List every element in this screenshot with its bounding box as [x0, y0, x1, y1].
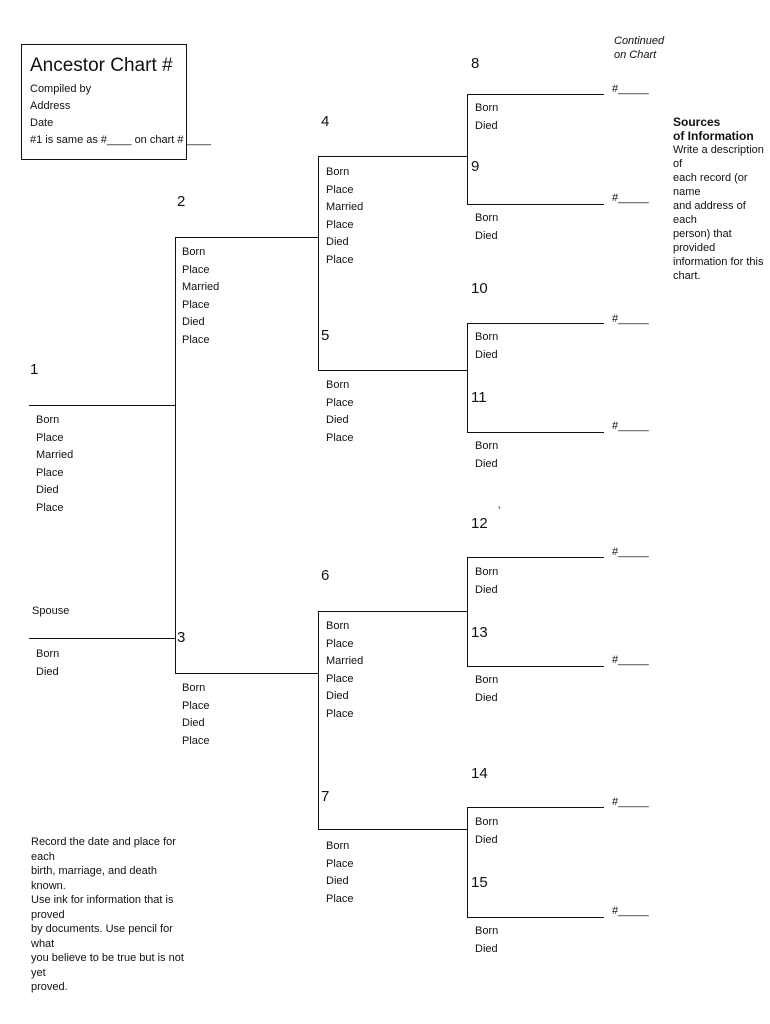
note-line: you believe to be true but is not yet: [31, 952, 184, 979]
field-place: Place: [182, 333, 210, 346]
person-number-13: 13: [471, 624, 488, 641]
connector-14-15: [467, 807, 468, 917]
line-person-5[interactable]: [318, 370, 468, 371]
fields-person-6: [326, 618, 363, 723]
field-place: Place: [326, 892, 354, 905]
note-line: Record the date and place for each: [31, 836, 176, 863]
field-died: Died: [475, 942, 498, 955]
field-died: Died: [475, 229, 498, 242]
field-born: Born: [475, 674, 499, 686]
fields-person-15: [475, 923, 498, 958]
spouse-label: Spouse: [32, 605, 70, 617]
field-place: Place: [36, 501, 64, 514]
field-married: Married: [182, 281, 220, 293]
continuation-mark-9[interactable]: #_____: [612, 192, 649, 204]
person-number-10: 10: [471, 280, 488, 297]
field-place: Place: [182, 298, 210, 311]
field-place: Place: [182, 699, 210, 712]
fields-person-13: [475, 672, 498, 707]
note-line: Use ink for information that is proved: [31, 894, 174, 921]
fields-person-5: [326, 377, 354, 447]
note-line: proved.: [31, 981, 68, 993]
fields-person-3: [182, 680, 210, 750]
connector-6-7: [318, 611, 319, 830]
connector-12-13: [467, 557, 468, 666]
line-person-11[interactable]: [467, 432, 604, 433]
field-place: Place: [326, 857, 354, 870]
field-place: Place: [326, 218, 354, 231]
field-place: Place: [182, 734, 210, 747]
fields-person-10: [475, 329, 498, 364]
continuation-mark-11[interactable]: #_____: [612, 420, 649, 432]
sources-line: chart.: [673, 270, 701, 282]
sources-heading-2: of Information: [673, 129, 754, 143]
field-born: Born: [326, 379, 350, 391]
continuation-mark-8[interactable]: #_____: [612, 83, 649, 95]
connector-8-9: [467, 94, 468, 204]
field-born: Born: [475, 102, 499, 114]
stray-mark: ’: [498, 505, 501, 517]
field-born: Born: [182, 682, 206, 694]
field-born: Born: [36, 414, 60, 426]
fields-person-12: [475, 564, 498, 599]
field-died: Died: [475, 691, 498, 704]
field-died: Died: [475, 833, 498, 846]
chart-title-box: [21, 44, 212, 160]
field-died: Died: [475, 583, 498, 596]
line-person-3[interactable]: [175, 673, 319, 674]
field-died: Died: [326, 414, 349, 426]
connector-4-5: [318, 156, 319, 371]
line-person-6[interactable]: [318, 611, 468, 612]
field-married: Married: [36, 449, 74, 461]
person-number-1: 1: [30, 361, 39, 378]
field-place: Place: [326, 431, 354, 444]
person-number-3: 3: [177, 629, 186, 646]
person-number-11: 11: [471, 389, 487, 406]
line-person-4[interactable]: [318, 156, 468, 157]
line-person-2[interactable]: [175, 237, 319, 238]
line-person-15[interactable]: [467, 917, 604, 918]
field-place: Place: [326, 183, 354, 196]
field-born: Born: [326, 840, 350, 852]
sources-of-information: [673, 115, 765, 283]
field-born: Born: [475, 331, 499, 343]
field-died: Died: [475, 457, 498, 470]
field-place: Place: [326, 396, 354, 409]
field-born: Born: [475, 566, 499, 578]
field-place: Place: [326, 707, 354, 720]
line-person-7[interactable]: [318, 829, 468, 830]
line-person-10[interactable]: [467, 323, 604, 324]
person-number-8: 8: [471, 55, 480, 72]
field-died: Died: [326, 236, 349, 248]
fields-person-14: [475, 814, 498, 849]
continuation-mark-13[interactable]: #_____: [612, 654, 649, 666]
sources-line: and address of each: [673, 200, 746, 226]
fields-person-9: [475, 210, 498, 245]
person-number-14: 14: [471, 765, 488, 782]
sources-line: person) that provided: [673, 228, 732, 254]
fields-person-8: [475, 100, 498, 135]
person-number-9: 9: [471, 158, 480, 175]
fields-spouse: [36, 646, 59, 681]
note-line: birth, marriage, and death known.: [31, 865, 157, 892]
date-label: Date: [30, 117, 54, 129]
field-born: Born: [475, 925, 499, 937]
field-died: Died: [36, 665, 59, 678]
field-died: Died: [326, 690, 349, 702]
line-person-14[interactable]: [467, 807, 604, 808]
field-born: Born: [475, 212, 499, 224]
field-married: Married: [326, 655, 364, 667]
address-label: Address: [30, 100, 71, 112]
field-died: Died: [326, 875, 349, 887]
line-spouse[interactable]: [29, 638, 176, 639]
sources-line: each record (or name: [673, 172, 748, 198]
continued-line-2: on Chart: [614, 49, 657, 61]
field-born: Born: [475, 816, 499, 828]
field-place: Place: [326, 637, 354, 650]
sources-heading-1: Sources: [673, 115, 721, 129]
compiled-by-label: Compiled by: [30, 83, 92, 95]
fields-person-1: [36, 412, 73, 517]
field-born: Born: [182, 246, 206, 258]
connector-2-3: [175, 237, 176, 673]
fields-person-2: [182, 244, 219, 349]
field-died: Died: [182, 717, 205, 729]
field-place: Place: [326, 672, 354, 685]
fields-person-11: [475, 438, 498, 473]
field-place: Place: [36, 466, 64, 479]
continuation-mark-15[interactable]: #_____: [612, 905, 649, 917]
field-died: Died: [475, 119, 498, 132]
continued-line-1: Continued: [614, 35, 665, 47]
continuation-mark-14[interactable]: #_____: [612, 796, 649, 808]
same-as-label: #1 is same as #____ on chart # ____: [30, 134, 212, 146]
chart-title: Ancestor Chart #: [30, 55, 173, 76]
person-number-4: 4: [321, 113, 330, 130]
line-person-1[interactable]: [29, 405, 176, 406]
field-died: Died: [475, 348, 498, 361]
line-person-12[interactable]: [467, 557, 604, 558]
person-number-7: 7: [321, 788, 330, 805]
field-place: Place: [326, 253, 354, 266]
field-born: Born: [36, 648, 60, 660]
person-number-5: 5: [321, 327, 330, 344]
line-person-8[interactable]: [467, 94, 604, 95]
field-born: Born: [475, 440, 499, 452]
field-born: Born: [326, 166, 350, 178]
connector-10-11: [467, 323, 468, 432]
continuation-mark-12[interactable]: #_____: [612, 546, 649, 558]
fields-person-7: [326, 838, 354, 908]
field-married: Married: [326, 201, 364, 213]
sources-line: Write a description of: [673, 144, 764, 170]
continuation-mark-10[interactable]: #_____: [612, 313, 649, 325]
person-number-15: 15: [471, 874, 488, 891]
person-number-2: 2: [177, 193, 186, 210]
instructions-note: [31, 835, 191, 995]
field-died: Died: [182, 316, 205, 328]
fields-person-4: [326, 164, 363, 269]
field-born: Born: [326, 620, 350, 632]
line-person-9[interactable]: [467, 204, 604, 205]
field-place: Place: [36, 431, 64, 444]
sources-line: information for this: [673, 256, 764, 268]
note-line: by documents. Use pencil for what: [31, 923, 173, 950]
line-person-13[interactable]: [467, 666, 604, 667]
field-died: Died: [36, 484, 59, 496]
continued-label: [614, 34, 664, 62]
field-place: Place: [182, 263, 210, 276]
person-number-12: 12: [471, 515, 488, 532]
person-number-6: 6: [321, 567, 330, 584]
